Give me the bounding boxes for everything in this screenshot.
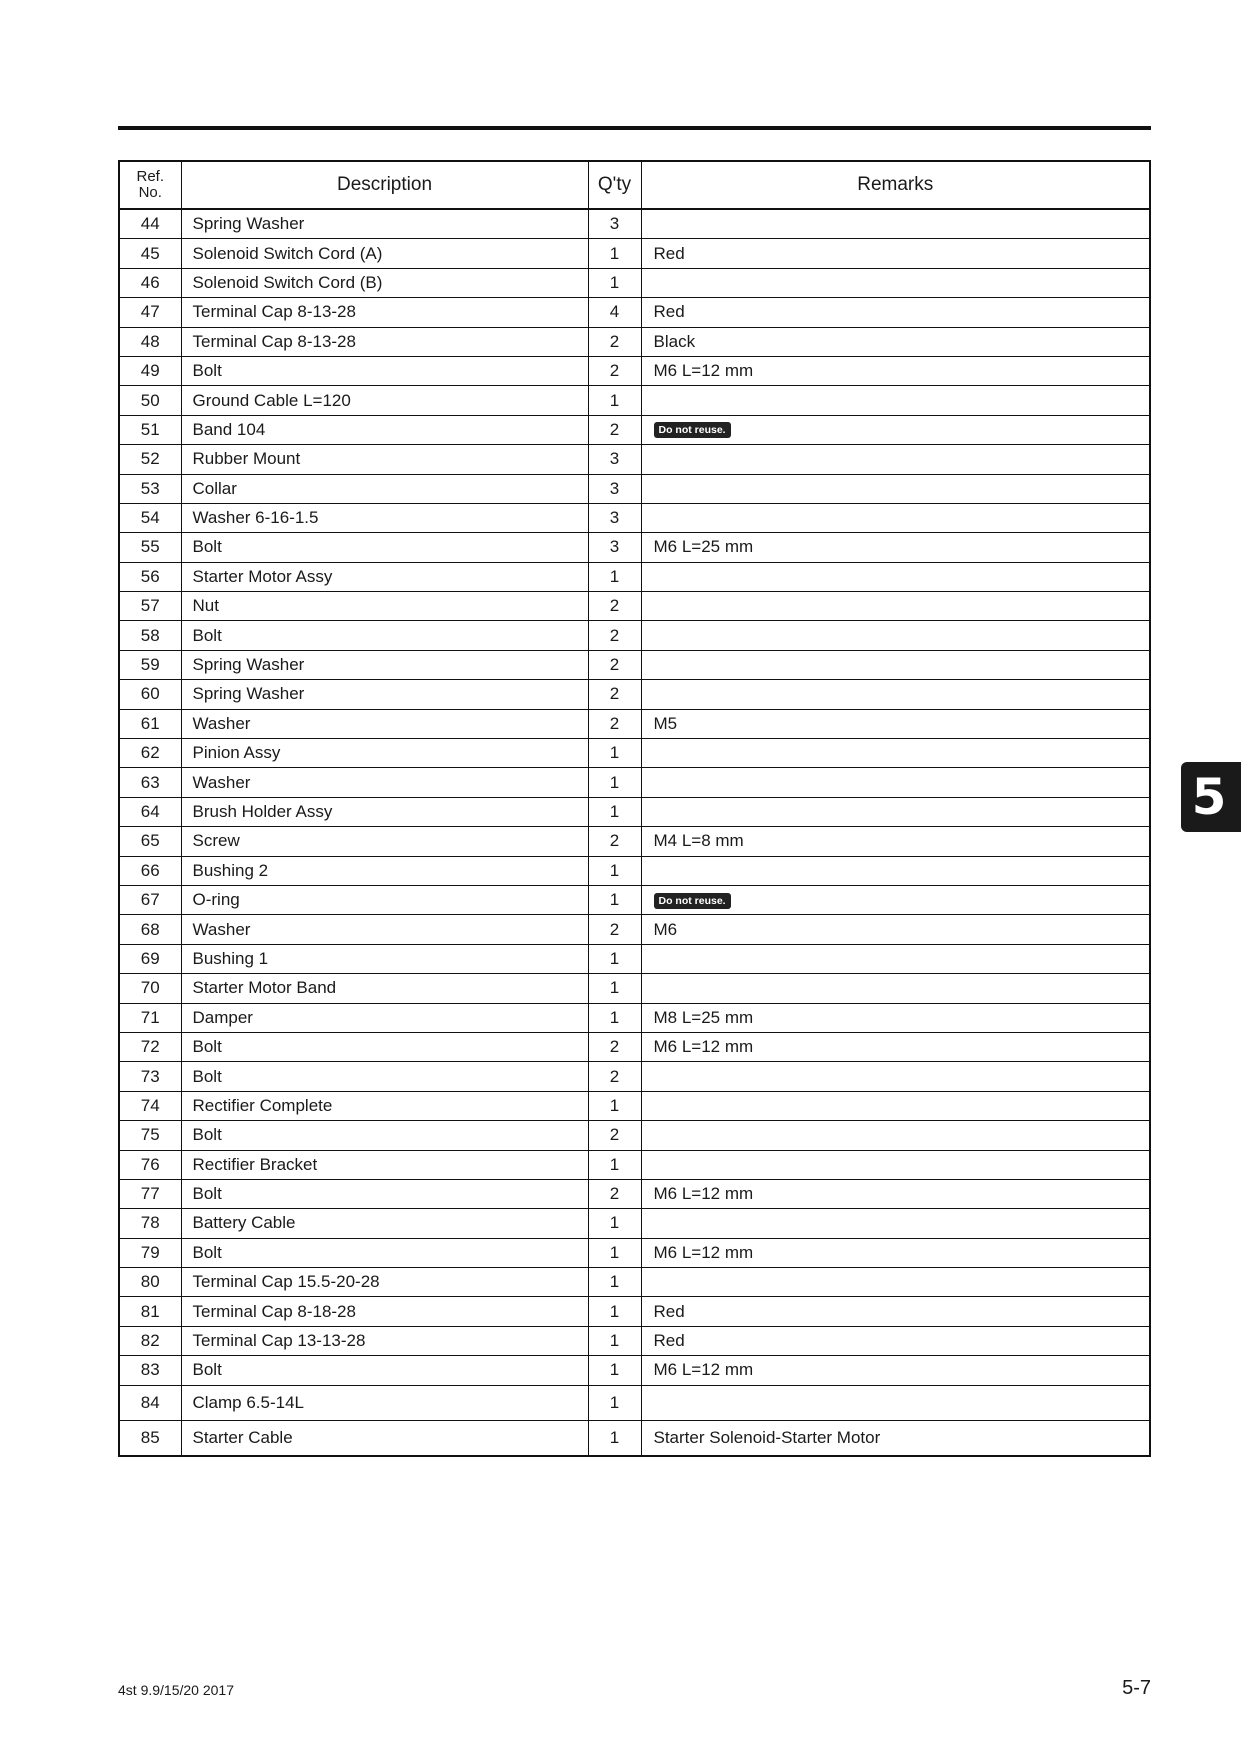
table-row <box>119 1209 1150 1238</box>
do-not-reuse-badge: Do not reuse. <box>654 422 731 438</box>
cell-remarks <box>641 944 1150 973</box>
cell-ref-no: 48 <box>119 327 181 356</box>
cell-qty: 2 <box>588 650 641 679</box>
table-row <box>119 944 1150 973</box>
cell-description: Washer 6-16-1.5 <box>181 503 588 532</box>
cell-qty: 2 <box>588 592 641 621</box>
cell-remarks <box>641 503 1150 532</box>
cell-ref-no: 85 <box>119 1420 181 1456</box>
cell-description: Washer <box>181 915 588 944</box>
cell-qty: 3 <box>588 474 641 503</box>
cell-ref-no: 58 <box>119 621 181 650</box>
cell-ref-no: 68 <box>119 915 181 944</box>
cell-remarks <box>641 1150 1150 1179</box>
cell-ref-no: 66 <box>119 856 181 885</box>
cell-remarks: Black <box>641 327 1150 356</box>
table-row <box>119 1032 1150 1061</box>
table-row <box>119 709 1150 738</box>
cell-qty: 1 <box>588 974 641 1003</box>
table-row <box>119 209 1150 239</box>
cell-description: Bushing 2 <box>181 856 588 885</box>
table-row <box>119 445 1150 474</box>
cell-qty: 1 <box>588 1003 641 1032</box>
cell-ref-no: 55 <box>119 533 181 562</box>
table-row <box>119 1297 1150 1326</box>
cell-ref-no: 83 <box>119 1356 181 1385</box>
table-row <box>119 827 1150 856</box>
cell-remarks: M5 <box>641 709 1150 738</box>
footer-page-number: 5-7 <box>1122 1677 1151 1699</box>
cell-remarks: M6 L=12 mm <box>641 1179 1150 1208</box>
cell-qty: 1 <box>588 1297 641 1326</box>
cell-description: Damper <box>181 1003 588 1032</box>
table-row <box>119 1091 1150 1120</box>
cell-remarks: M6 L=12 mm <box>641 1238 1150 1267</box>
table-row <box>119 739 1150 768</box>
cell-ref-no: 62 <box>119 739 181 768</box>
cell-ref-no: 44 <box>119 209 181 239</box>
cell-description: Terminal Cap 13-13-28 <box>181 1326 588 1355</box>
cell-remarks: M6 L=12 mm <box>641 1356 1150 1385</box>
cell-description: Rubber Mount <box>181 445 588 474</box>
cell-remarks <box>641 797 1150 826</box>
cell-description: Starter Motor Band <box>181 974 588 1003</box>
cell-remarks: Red <box>641 239 1150 268</box>
header-remarks: Remarks <box>641 161 1150 209</box>
cell-ref-no: 81 <box>119 1297 181 1326</box>
cell-ref-no: 47 <box>119 298 181 327</box>
cell-remarks <box>641 856 1150 885</box>
cell-remarks <box>641 1121 1150 1150</box>
cell-description: Clamp 6.5-14L <box>181 1385 588 1420</box>
table-row <box>119 562 1150 591</box>
cell-description: Washer <box>181 768 588 797</box>
cell-ref-no: 60 <box>119 680 181 709</box>
cell-description: Rectifier Bracket <box>181 1150 588 1179</box>
cell-description: Starter Cable <box>181 1420 588 1456</box>
cell-remarks: M6 L=12 mm <box>641 356 1150 385</box>
table-row <box>119 533 1150 562</box>
cell-ref-no: 53 <box>119 474 181 503</box>
table-row <box>119 298 1150 327</box>
cell-qty: 1 <box>588 944 641 973</box>
table-row <box>119 1121 1150 1150</box>
cell-qty: 1 <box>588 239 641 268</box>
table-row <box>119 503 1150 532</box>
cell-qty: 1 <box>588 1356 641 1385</box>
table-header-row <box>119 161 1150 209</box>
cell-description: Pinion Assy <box>181 739 588 768</box>
cell-description: Screw <box>181 827 588 856</box>
header-description: Description <box>181 161 588 209</box>
cell-remarks <box>641 680 1150 709</box>
cell-remarks <box>641 1091 1150 1120</box>
cell-qty: 1 <box>588 1209 641 1238</box>
cell-remarks: M6 L=25 mm <box>641 533 1150 562</box>
table-row <box>119 386 1150 415</box>
cell-description: Terminal Cap 15.5-20-28 <box>181 1268 588 1297</box>
cell-ref-no: 79 <box>119 1238 181 1267</box>
cell-description: Nut <box>181 592 588 621</box>
cell-ref-no: 72 <box>119 1032 181 1061</box>
table-row <box>119 856 1150 885</box>
cell-remarks: Starter Solenoid-Starter Motor <box>641 1420 1150 1456</box>
cell-ref-no: 73 <box>119 1062 181 1091</box>
cell-remarks: M8 L=25 mm <box>641 1003 1150 1032</box>
table-row <box>119 621 1150 650</box>
cell-remarks <box>641 562 1150 591</box>
cell-description: Band 104 <box>181 415 588 444</box>
table-row <box>119 915 1150 944</box>
cell-description: Solenoid Switch Cord (A) <box>181 239 588 268</box>
cell-ref-no: 67 <box>119 885 181 914</box>
cell-description: Spring Washer <box>181 209 588 239</box>
cell-description: Collar <box>181 474 588 503</box>
cell-remarks <box>641 974 1150 1003</box>
cell-ref-no: 82 <box>119 1326 181 1355</box>
do-not-reuse-badge: Do not reuse. <box>654 893 731 909</box>
table-row <box>119 592 1150 621</box>
cell-remarks <box>641 209 1150 239</box>
table-row <box>119 680 1150 709</box>
cell-ref-no: 84 <box>119 1385 181 1420</box>
cell-qty: 1 <box>588 885 641 914</box>
cell-qty: 2 <box>588 1179 641 1208</box>
cell-ref-no: 75 <box>119 1121 181 1150</box>
cell-remarks <box>641 1268 1150 1297</box>
cell-qty: 2 <box>588 827 641 856</box>
cell-remarks <box>641 1209 1150 1238</box>
cell-remarks <box>641 885 1150 914</box>
cell-remarks: Red <box>641 1326 1150 1355</box>
cell-description: Bolt <box>181 1032 588 1061</box>
cell-description: Battery Cable <box>181 1209 588 1238</box>
parts-table-body <box>119 209 1150 1456</box>
cell-qty: 1 <box>588 739 641 768</box>
header-ref-line1: Ref. <box>136 168 164 185</box>
cell-description: Bolt <box>181 1121 588 1150</box>
cell-qty: 2 <box>588 1062 641 1091</box>
cell-ref-no: 51 <box>119 415 181 444</box>
cell-qty: 2 <box>588 680 641 709</box>
cell-ref-no: 63 <box>119 768 181 797</box>
cell-description: Bolt <box>181 1238 588 1267</box>
cell-remarks <box>641 768 1150 797</box>
cell-ref-no: 59 <box>119 650 181 679</box>
table-row <box>119 1179 1150 1208</box>
cell-qty: 2 <box>588 621 641 650</box>
cell-qty: 1 <box>588 768 641 797</box>
cell-qty: 2 <box>588 915 641 944</box>
cell-qty: 1 <box>588 797 641 826</box>
cell-remarks <box>641 474 1150 503</box>
cell-ref-no: 78 <box>119 1209 181 1238</box>
table-row <box>119 327 1150 356</box>
cell-qty: 1 <box>588 386 641 415</box>
table-row <box>119 1420 1150 1456</box>
table-row <box>119 1326 1150 1355</box>
cell-qty: 1 <box>588 1091 641 1120</box>
cell-description: Spring Washer <box>181 680 588 709</box>
table-row <box>119 268 1150 297</box>
cell-ref-no: 57 <box>119 592 181 621</box>
cell-ref-no: 74 <box>119 1091 181 1120</box>
cell-description: Terminal Cap 8-18-28 <box>181 1297 588 1326</box>
cell-ref-no: 52 <box>119 445 181 474</box>
cell-description: Terminal Cap 8-13-28 <box>181 298 588 327</box>
cell-description: Bolt <box>181 1356 588 1385</box>
cell-remarks: M4 L=8 mm <box>641 827 1150 856</box>
table-row <box>119 1150 1150 1179</box>
cell-ref-no: 80 <box>119 1268 181 1297</box>
header-ref-no <box>119 161 181 209</box>
table-row <box>119 474 1150 503</box>
cell-ref-no: 54 <box>119 503 181 532</box>
cell-description: Bushing 1 <box>181 944 588 973</box>
header-qty: Q'ty <box>588 161 641 209</box>
cell-qty: 2 <box>588 1121 641 1150</box>
cell-remarks <box>641 739 1150 768</box>
top-rule <box>118 126 1151 130</box>
cell-qty: 1 <box>588 1268 641 1297</box>
table-row <box>119 768 1150 797</box>
cell-qty: 1 <box>588 1150 641 1179</box>
cell-ref-no: 50 <box>119 386 181 415</box>
cell-qty: 1 <box>588 1238 641 1267</box>
cell-ref-no: 46 <box>119 268 181 297</box>
cell-remarks <box>641 268 1150 297</box>
cell-remarks: M6 L=12 mm <box>641 1032 1150 1061</box>
cell-qty: 2 <box>588 327 641 356</box>
parts-table <box>118 160 1151 1457</box>
cell-description: Rectifier Complete <box>181 1091 588 1120</box>
table-row <box>119 1385 1150 1420</box>
cell-ref-no: 56 <box>119 562 181 591</box>
table-row <box>119 1268 1150 1297</box>
cell-qty: 3 <box>588 445 641 474</box>
cell-ref-no: 61 <box>119 709 181 738</box>
table-row <box>119 885 1150 914</box>
cell-description: Bolt <box>181 1062 588 1091</box>
cell-remarks: Red <box>641 1297 1150 1326</box>
cell-remarks <box>641 445 1150 474</box>
cell-qty: 3 <box>588 533 641 562</box>
cell-ref-no: 64 <box>119 797 181 826</box>
cell-qty: 2 <box>588 356 641 385</box>
footer-doc-id: 4st 9.9/15/20 2017 <box>118 1682 234 1698</box>
cell-ref-no: 45 <box>119 239 181 268</box>
cell-ref-no: 76 <box>119 1150 181 1179</box>
table-row <box>119 415 1150 444</box>
cell-description: Solenoid Switch Cord (B) <box>181 268 588 297</box>
cell-description: Bolt <box>181 621 588 650</box>
cell-qty: 2 <box>588 709 641 738</box>
table-row <box>119 650 1150 679</box>
cell-qty: 1 <box>588 562 641 591</box>
cell-remarks <box>641 415 1150 444</box>
cell-remarks <box>641 1062 1150 1091</box>
cell-remarks <box>641 1385 1150 1420</box>
table-row <box>119 1062 1150 1091</box>
cell-description: Starter Motor Assy <box>181 562 588 591</box>
table-row <box>119 1238 1150 1267</box>
cell-qty: 1 <box>588 268 641 297</box>
cell-description: Washer <box>181 709 588 738</box>
cell-description: Ground Cable L=120 <box>181 386 588 415</box>
cell-qty: 2 <box>588 1032 641 1061</box>
table-row <box>119 1003 1150 1032</box>
cell-qty: 1 <box>588 1420 641 1456</box>
table-row <box>119 239 1150 268</box>
cell-description: Bolt <box>181 356 588 385</box>
cell-ref-no: 69 <box>119 944 181 973</box>
chapter-tab: 5 <box>1181 762 1241 832</box>
cell-remarks <box>641 592 1150 621</box>
cell-qty: 2 <box>588 415 641 444</box>
cell-remarks: Red <box>641 298 1150 327</box>
cell-remarks <box>641 386 1150 415</box>
cell-qty: 3 <box>588 209 641 239</box>
cell-description: Bolt <box>181 1179 588 1208</box>
cell-remarks <box>641 650 1150 679</box>
cell-description: Brush Holder Assy <box>181 797 588 826</box>
cell-ref-no: 65 <box>119 827 181 856</box>
table-row <box>119 1356 1150 1385</box>
cell-remarks <box>641 621 1150 650</box>
cell-ref-no: 70 <box>119 974 181 1003</box>
cell-description: Bolt <box>181 533 588 562</box>
table-row <box>119 974 1150 1003</box>
table-row <box>119 356 1150 385</box>
cell-qty: 1 <box>588 856 641 885</box>
cell-description: O-ring <box>181 885 588 914</box>
cell-description: Spring Washer <box>181 650 588 679</box>
header-ref-line2: No. <box>138 184 162 201</box>
cell-qty: 3 <box>588 503 641 532</box>
table-row <box>119 797 1150 826</box>
cell-qty: 1 <box>588 1385 641 1420</box>
cell-qty: 4 <box>588 298 641 327</box>
cell-description: Terminal Cap 8-13-28 <box>181 327 588 356</box>
cell-qty: 1 <box>588 1326 641 1355</box>
cell-ref-no: 49 <box>119 356 181 385</box>
cell-remarks: M6 <box>641 915 1150 944</box>
cell-ref-no: 77 <box>119 1179 181 1208</box>
cell-ref-no: 71 <box>119 1003 181 1032</box>
